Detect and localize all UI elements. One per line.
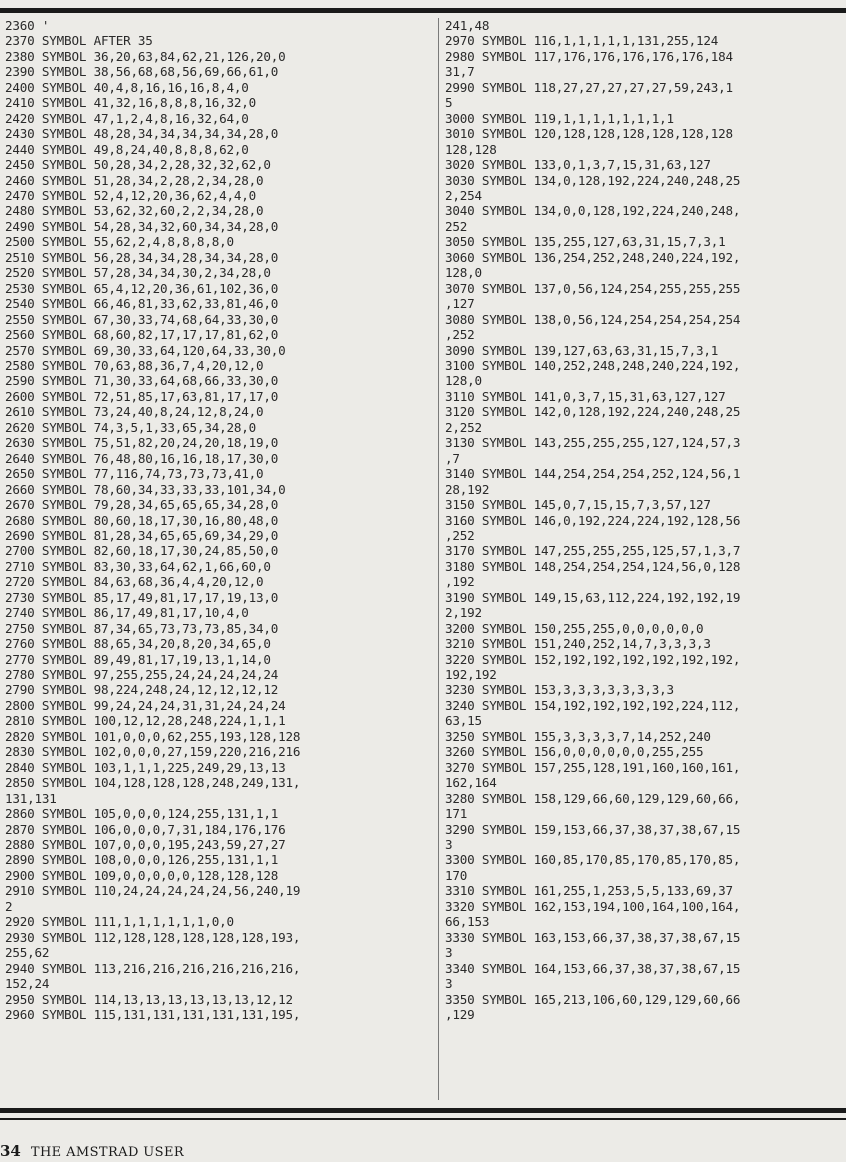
code-line: 2450 SYMBOL 50,28,34,2,28,32,32,62,0: [5, 157, 271, 173]
code-line: ,192: [445, 574, 475, 590]
code-line: 3010 SYMBOL 120,128,128,128,128,128,128: [445, 126, 733, 142]
code-line: 2740 SYMBOL 86,17,49,81,17,10,4,0: [5, 605, 249, 621]
top-rule: [0, 8, 846, 13]
code-line: 3050 SYMBOL 135,255,127,63,31,15,7,3,1: [445, 234, 726, 250]
code-line: 2610 SYMBOL 73,24,40,8,24,12,8,24,0: [5, 404, 264, 420]
page-footer: [0, 1142, 184, 1160]
code-line: 3: [445, 837, 453, 853]
code-line: 3140 SYMBOL 144,254,254,254,252,124,56,1: [445, 466, 741, 482]
code-line: 3230 SYMBOL 153,3,3,3,3,3,3,3,3: [445, 682, 674, 698]
code-line: 3070 SYMBOL 137,0,56,124,254,255,255,255: [445, 280, 741, 296]
code-line: 2490 SYMBOL 54,28,34,32,60,34,34,28,0: [5, 218, 279, 234]
code-line: 3190 SYMBOL 149,15,63,112,224,192,192,19: [445, 589, 741, 605]
code-line: 2700 SYMBOL 82,60,18,17,30,24,85,50,0: [5, 543, 279, 559]
code-line: 2650 SYMBOL 77,116,74,73,73,73,41,0: [5, 466, 264, 482]
code-line: 3290 SYMBOL 159,153,66,37,38,37,38,67,15: [445, 821, 741, 837]
code-line: 2970 SYMBOL 116,1,1,1,1,1,131,255,124: [445, 33, 719, 49]
code-line: 2: [5, 898, 13, 914]
code-line: 2530 SYMBOL 65,4,12,20,36,61,102,36,0: [5, 280, 279, 296]
code-line: 2,254: [445, 187, 482, 203]
code-line: 192,192: [445, 667, 497, 683]
code-line: 2570 SYMBOL 69,30,33,64,120,64,33,30,0: [5, 342, 286, 358]
code-line: 2620 SYMBOL 74,3,5,1,33,65,34,28,0: [5, 419, 256, 435]
code-line: 2990 SYMBOL 118,27,27,27,27,27,59,243,1: [445, 79, 733, 95]
code-line: 2870 SYMBOL 106,0,0,0,7,31,184,176,176: [5, 821, 286, 837]
code-line: 3060 SYMBOL 136,254,252,248,240,224,192,: [445, 249, 741, 265]
code-line: 2410 SYMBOL 41,32,16,8,8,8,16,32,0: [5, 95, 256, 111]
code-line: 31,7: [445, 64, 475, 80]
code-line: 2670 SYMBOL 79,28,34,65,65,65,34,28,0: [5, 497, 279, 513]
code-line: 2500 SYMBOL 55,62,2,4,8,8,8,8,0: [5, 234, 234, 250]
code-line: 2,192: [445, 605, 482, 621]
code-line: 3280 SYMBOL 158,129,66,60,129,129,60,66,: [445, 790, 741, 806]
code-line: 3030 SYMBOL 134,0,128,192,224,240,248,25: [445, 172, 741, 188]
code-line: 3300 SYMBOL 160,85,170,85,170,85,170,85,: [445, 852, 741, 868]
code-line: 2860 SYMBOL 105,0,0,0,124,255,131,1,1: [5, 806, 279, 822]
code-line: 2550 SYMBOL 67,30,33,74,68,64,33,30,0: [5, 311, 279, 327]
code-line: 2890 SYMBOL 108,0,0,0,126,255,131,1,1: [5, 852, 279, 868]
code-line: ,127: [445, 296, 475, 312]
code-line: 2820 SYMBOL 101,0,0,0,62,255,193,128,128: [5, 728, 301, 744]
code-line: 2390 SYMBOL 38,56,68,68,56,69,66,61,0: [5, 64, 279, 80]
code-line: 3250 SYMBOL 155,3,3,3,3,7,14,252,240: [445, 728, 711, 744]
code-line: 2580 SYMBOL 70,63,88,36,7,4,20,12,0: [5, 357, 264, 373]
code-line: 162,164: [445, 775, 497, 791]
code-line: 3210 SYMBOL 151,240,252,14,7,3,3,3,3: [445, 636, 711, 652]
code-line: 2520 SYMBOL 57,28,34,34,30,2,34,28,0: [5, 265, 271, 281]
code-line: 128,128: [445, 141, 497, 157]
code-line: 2790 SYMBOL 98,224,248,24,12,12,12,12: [5, 682, 279, 698]
code-line: 2710 SYMBOL 83,30,33,64,62,1,66,60,0: [5, 558, 271, 574]
code-line: 2960 SYMBOL 115,131,131,131,131,131,195,: [5, 1007, 301, 1022]
code-line: 2660 SYMBOL 78,60,34,33,33,33,101,34,0: [5, 481, 286, 497]
code-line: 3180 SYMBOL 148,254,254,254,124,56,0,128: [445, 558, 741, 574]
code-line: 2810 SYMBOL 100,12,12,28,248,224,1,1,1: [5, 713, 286, 729]
code-line: 2980 SYMBOL 117,176,176,176,176,176,184: [445, 48, 733, 64]
code-line: 2600 SYMBOL 72,51,85,17,63,81,17,17,0: [5, 388, 279, 404]
code-line: 2430 SYMBOL 48,28,34,34,34,34,34,28,0: [5, 126, 279, 142]
code-line: 241,48: [445, 18, 490, 33]
code-line: 2880 SYMBOL 107,0,0,0,195,243,59,27,27: [5, 837, 286, 853]
code-line: 2440 SYMBOL 49,8,24,40,8,8,8,62,0: [5, 141, 249, 157]
code-line: 2750 SYMBOL 87,34,65,73,73,73,85,34,0: [5, 620, 279, 636]
code-line: 2480 SYMBOL 53,62,32,60,2,2,34,28,0: [5, 203, 264, 219]
bottom-rule-thin: [0, 1118, 846, 1120]
code-line: 3340 SYMBOL 164,153,66,37,38,37,38,67,15: [445, 960, 741, 976]
code-line: 5: [445, 95, 453, 111]
code-line: 2930 SYMBOL 112,128,128,128,128,128,193,: [5, 929, 301, 945]
code-line: 3200 SYMBOL 150,255,255,0,0,0,0,0,0: [445, 620, 704, 636]
code-line: 2900 SYMBOL 109,0,0,0,0,0,128,128,128: [5, 867, 279, 883]
code-line: 2510 SYMBOL 56,28,34,34,28,34,34,28,0: [5, 249, 279, 265]
code-line: 3020 SYMBOL 133,0,1,3,7,15,31,63,127: [445, 157, 711, 173]
code-line: 3: [445, 976, 453, 992]
code-line: 3220 SYMBOL 152,192,192,192,192,192,192,: [445, 651, 741, 667]
code-line: 2770 SYMBOL 89,49,81,17,19,13,1,14,0: [5, 651, 271, 667]
code-line: 3270 SYMBOL 157,255,128,191,160,160,161,: [445, 759, 741, 775]
code-line: 3090 SYMBOL 139,127,63,63,31,15,7,3,1: [445, 342, 719, 358]
code-line: 2560 SYMBOL 68,60,82,17,17,17,81,62,0: [5, 327, 279, 343]
code-line: 2940 SYMBOL 113,216,216,216,216,216,216,: [5, 960, 301, 976]
code-line: 3240 SYMBOL 154,192,192,192,192,224,112,: [445, 697, 741, 713]
code-line: 2460 SYMBOL 51,28,34,2,28,2,34,28,0: [5, 172, 264, 188]
code-line: 2680 SYMBOL 80,60,18,17,30,16,80,48,0: [5, 512, 279, 528]
code-line: 3320 SYMBOL 162,153,194,100,164,100,164,: [445, 898, 741, 914]
code-line: 3160 SYMBOL 146,0,192,224,224,192,128,56: [445, 512, 741, 528]
code-line: 63,15: [445, 713, 482, 729]
code-line: 2690 SYMBOL 81,28,34,65,65,69,34,29,0: [5, 527, 279, 543]
code-line: 131,131: [5, 790, 57, 806]
code-line: 3310 SYMBOL 161,255,1,253,5,5,133,69,37: [445, 883, 733, 899]
code-line: 3260 SYMBOL 156,0,0,0,0,0,0,255,255: [445, 744, 704, 760]
code-line: 2730 SYMBOL 85,17,49,81,17,17,19,13,0: [5, 589, 279, 605]
code-line: 66,153: [445, 914, 490, 930]
code-line: 2420 SYMBOL 47,1,2,4,8,16,32,64,0: [5, 110, 249, 126]
code-line: 170: [445, 867, 468, 883]
code-line: 3330 SYMBOL 163,153,66,37,38,37,38,67,15: [445, 929, 741, 945]
code-line: 128,0: [445, 265, 482, 281]
code-line: 3080 SYMBOL 138,0,56,124,254,254,254,254: [445, 311, 741, 327]
code-line: 2400 SYMBOL 40,4,8,16,16,16,8,4,0: [5, 79, 249, 95]
code-line: 252: [445, 218, 468, 234]
code-line: 3350 SYMBOL 165,213,106,60,129,129,60,66: [445, 991, 741, 1007]
code-line: 2590 SYMBOL 71,30,33,64,68,66,33,30,0: [5, 373, 279, 389]
right-column-listing: [445, 18, 846, 1022]
code-line: 2630 SYMBOL 75,51,82,20,24,20,18,19,0: [5, 435, 279, 451]
code-line: 2640 SYMBOL 76,48,80,16,16,18,17,30,0: [5, 450, 279, 466]
page-number: 34: [0, 1142, 21, 1160]
code-line: 3: [445, 945, 453, 961]
code-line: ,252: [445, 327, 475, 343]
code-line: 3130 SYMBOL 143,255,255,255,127,124,57,3: [445, 435, 741, 451]
code-line: 2850 SYMBOL 104,128,128,128,248,249,131,: [5, 775, 301, 791]
code-line: 2470 SYMBOL 52,4,12,20,36,62,4,4,0: [5, 187, 256, 203]
code-line: 3170 SYMBOL 147,255,255,255,125,57,1,3,7: [445, 543, 741, 559]
code-line: 2910 SYMBOL 110,24,24,24,24,24,56,240,19: [5, 883, 301, 899]
code-line: 2720 SYMBOL 84,63,68,36,4,4,20,12,0: [5, 574, 264, 590]
code-line: 2800 SYMBOL 99,24,24,24,31,31,24,24,24: [5, 697, 286, 713]
code-line: 255,62: [5, 945, 50, 961]
code-line: 128,0: [445, 373, 482, 389]
code-line: 2780 SYMBOL 97,255,255,24,24,24,24,24: [5, 667, 279, 683]
code-line: 3110 SYMBOL 141,0,3,7,15,31,63,127,127: [445, 388, 726, 404]
code-line: 3100 SYMBOL 140,252,248,248,240,224,192,: [445, 357, 741, 373]
code-line: 2380 SYMBOL 36,20,63,84,62,21,126,20,0: [5, 48, 286, 64]
publication-name: THE AMSTRAD USER: [30, 1145, 185, 1160]
code-line: 2760 SYMBOL 88,65,34,20,8,20,34,65,0: [5, 636, 271, 652]
code-line: 3120 SYMBOL 142,0,128,192,224,240,248,25: [445, 404, 741, 420]
bottom-rule: [0, 1108, 846, 1113]
code-line: 3000 SYMBOL 119,1,1,1,1,1,1,1,1: [445, 110, 674, 126]
code-line: 2950 SYMBOL 114,13,13,13,13,13,13,12,12: [5, 991, 293, 1007]
code-line: 171: [445, 806, 468, 822]
left-column-listing: [5, 18, 433, 1022]
code-line: 28,192: [445, 481, 490, 497]
code-line: 2830 SYMBOL 102,0,0,0,27,159,220,216,216: [5, 744, 301, 760]
code-line: 3150 SYMBOL 145,0,7,15,15,7,3,57,127: [445, 497, 711, 513]
code-line: ,252: [445, 527, 475, 543]
code-line: 2920 SYMBOL 111,1,1,1,1,1,1,0,0: [5, 914, 234, 930]
code-line: 2840 SYMBOL 103,1,1,1,225,249,29,13,13: [5, 759, 286, 775]
code-line: 2,252: [445, 419, 482, 435]
code-line: 2540 SYMBOL 66,46,81,33,62,33,81,46,0: [5, 296, 279, 312]
code-line: ,7: [445, 450, 460, 466]
code-line: 152,24: [5, 976, 50, 992]
code-line: 2360 ': [5, 18, 50, 33]
column-divider: [438, 18, 439, 1100]
code-line: 2370 SYMBOL AFTER 35: [5, 33, 153, 49]
code-line: 3040 SYMBOL 134,0,0,128,192,224,240,248,: [445, 203, 741, 219]
code-line: ,129: [445, 1007, 475, 1022]
